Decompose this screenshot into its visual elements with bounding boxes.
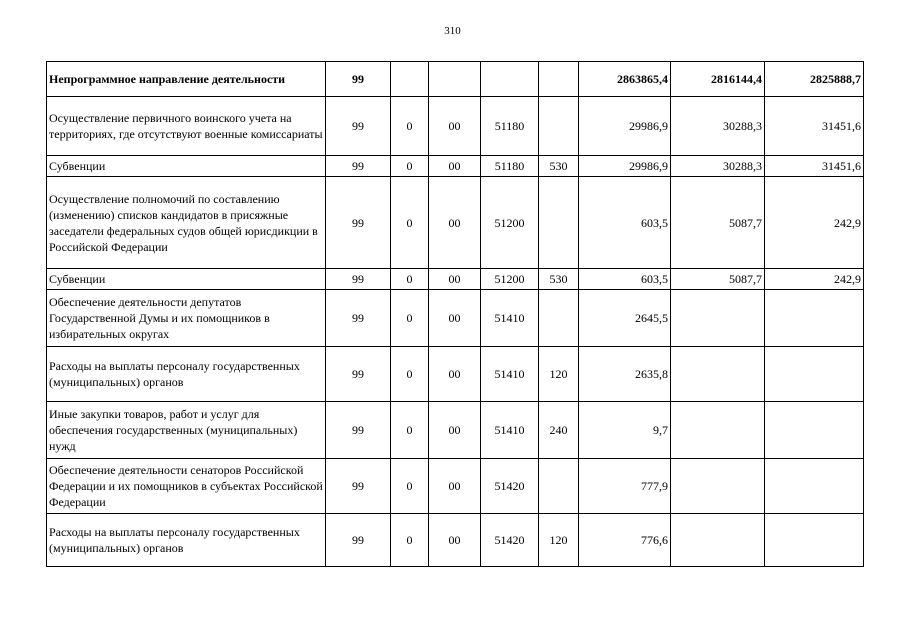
amount-year-3 xyxy=(765,347,864,402)
row-name: Обеспечение деятельности депутатов Государственной Думы и их помощников в избирательных округах xyxy=(47,290,326,347)
subprogram-code: 0 xyxy=(391,97,429,156)
group-code: 00 xyxy=(429,97,481,156)
expense-type-code: 120 xyxy=(539,347,579,402)
expense-type-code xyxy=(539,62,579,97)
amount-year-3: 242,9 xyxy=(765,177,864,269)
amount-year-3 xyxy=(765,514,864,567)
amount-year-3: 242,9 xyxy=(765,269,864,290)
table-row xyxy=(47,402,864,459)
group-code: 00 xyxy=(429,269,481,290)
table-row xyxy=(47,269,864,290)
amount-year-1: 2635,8 xyxy=(579,347,671,402)
row-name: Обеспечение деятельности сенаторов Российской Федерации и их помощников в субъектах Российской Федерации xyxy=(47,459,326,514)
direction-code: 51410 xyxy=(481,347,539,402)
group-code: 00 xyxy=(429,347,481,402)
amount-year-2 xyxy=(671,347,765,402)
expense-type-code: 530 xyxy=(539,269,579,290)
program-code: 99 xyxy=(326,514,391,567)
amount-year-3: 31451,6 xyxy=(765,97,864,156)
amount-year-1: 777,9 xyxy=(579,459,671,514)
subprogram-code: 0 xyxy=(391,269,429,290)
expense-type-code xyxy=(539,459,579,514)
group-code: 00 xyxy=(429,177,481,269)
table-row xyxy=(47,62,864,97)
page-number: 310 xyxy=(444,25,461,37)
expense-type-code: 240 xyxy=(539,402,579,459)
amount-year-1: 2645,5 xyxy=(579,290,671,347)
row-name: Расходы на выплаты персоналу государственных (муниципальных) органов xyxy=(47,347,326,402)
row-name: Субвенции xyxy=(47,269,326,290)
amount-year-2 xyxy=(671,514,765,567)
subprogram-code: 0 xyxy=(391,402,429,459)
amount-year-3 xyxy=(765,459,864,514)
direction-code: 51420 xyxy=(481,459,539,514)
direction-code: 51180 xyxy=(481,97,539,156)
subprogram-code: 0 xyxy=(391,347,429,402)
group-code: 00 xyxy=(429,402,481,459)
direction-code: 51180 xyxy=(481,156,539,177)
group-code xyxy=(429,62,481,97)
expense-type-code xyxy=(539,290,579,347)
subprogram-code: 0 xyxy=(391,156,429,177)
table-row xyxy=(47,514,864,567)
subprogram-code: 0 xyxy=(391,177,429,269)
subprogram-code xyxy=(391,62,429,97)
direction-code: 51200 xyxy=(481,177,539,269)
subprogram-code: 0 xyxy=(391,290,429,347)
program-code: 99 xyxy=(326,269,391,290)
amount-year-1: 29986,9 xyxy=(579,156,671,177)
direction-code: 51200 xyxy=(481,269,539,290)
expense-type-code: 530 xyxy=(539,156,579,177)
amount-year-2: 5087,7 xyxy=(671,177,765,269)
amount-year-3: 2825888,7 xyxy=(765,62,864,97)
row-name: Субвенции xyxy=(47,156,326,177)
amount-year-2 xyxy=(671,402,765,459)
amount-year-1: 603,5 xyxy=(579,177,671,269)
row-name: Непрограммное направление деятельности xyxy=(47,62,326,97)
table-row xyxy=(47,459,864,514)
subprogram-code: 0 xyxy=(391,514,429,567)
direction-code xyxy=(481,62,539,97)
direction-code: 51410 xyxy=(481,402,539,459)
row-name: Осуществление первичного воинского учета на территориях, где отсутствуют военные комиссариаты xyxy=(47,97,326,156)
group-code: 00 xyxy=(429,514,481,567)
program-code: 99 xyxy=(326,156,391,177)
direction-code: 51410 xyxy=(481,290,539,347)
amount-year-3 xyxy=(765,402,864,459)
amount-year-3 xyxy=(765,290,864,347)
amount-year-1: 603,5 xyxy=(579,269,671,290)
budget-table xyxy=(46,61,864,567)
program-code: 99 xyxy=(326,177,391,269)
program-code: 99 xyxy=(326,402,391,459)
program-code: 99 xyxy=(326,459,391,514)
table-row xyxy=(47,97,864,156)
table-row xyxy=(47,347,864,402)
amount-year-1: 2863865,4 xyxy=(579,62,671,97)
row-name: Осуществление полномочий по составлению (изменению) списков кандидатов в присяжные заседатели федеральных судов общей юрисдикции в Российской Федерации xyxy=(47,177,326,269)
expense-type-code: 120 xyxy=(539,514,579,567)
table-row xyxy=(47,290,864,347)
amount-year-3: 31451,6 xyxy=(765,156,864,177)
table-row xyxy=(47,156,864,177)
amount-year-1: 29986,9 xyxy=(579,97,671,156)
group-code: 00 xyxy=(429,290,481,347)
amount-year-2 xyxy=(671,459,765,514)
expense-type-code xyxy=(539,97,579,156)
amount-year-2: 30288,3 xyxy=(671,97,765,156)
direction-code: 51420 xyxy=(481,514,539,567)
row-name: Расходы на выплаты персоналу государственных (муниципальных) органов xyxy=(47,514,326,567)
program-code: 99 xyxy=(326,62,391,97)
amount-year-2: 5087,7 xyxy=(671,269,765,290)
table-row xyxy=(47,177,864,269)
group-code: 00 xyxy=(429,156,481,177)
program-code: 99 xyxy=(326,290,391,347)
group-code: 00 xyxy=(429,459,481,514)
expense-type-code xyxy=(539,177,579,269)
amount-year-1: 9,7 xyxy=(579,402,671,459)
amount-year-2 xyxy=(671,290,765,347)
amount-year-2: 2816144,4 xyxy=(671,62,765,97)
row-name: Иные закупки товаров, работ и услуг для обеспечения государственных (муниципальных) нужд xyxy=(47,402,326,459)
subprogram-code: 0 xyxy=(391,459,429,514)
program-code: 99 xyxy=(326,97,391,156)
amount-year-2: 30288,3 xyxy=(671,156,765,177)
amount-year-1: 776,6 xyxy=(579,514,671,567)
program-code: 99 xyxy=(326,347,391,402)
